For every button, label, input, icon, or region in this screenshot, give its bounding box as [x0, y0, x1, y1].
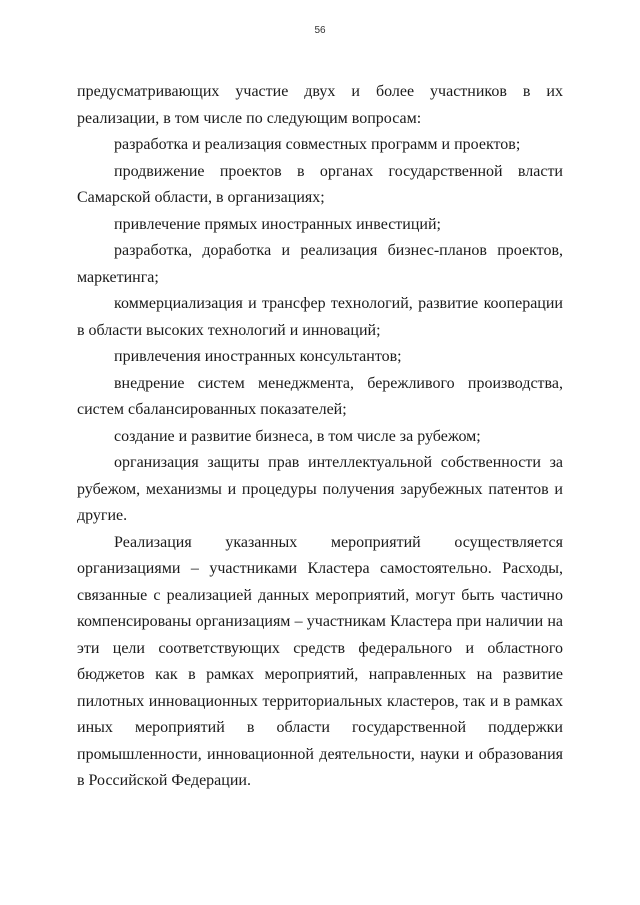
- page-number: 56: [314, 25, 326, 36]
- paragraph-intro: предусматривающих участие двух и более участников в их реализации, в том числе по следующим вопросам:: [77, 83, 563, 127]
- document-body: [77, 79, 563, 795]
- list-item: разработка и реализация совместных программ и проектов;: [114, 136, 521, 153]
- list-item: продвижение проектов в органах государственной власти Самарской области, в организациях;: [77, 162, 563, 206]
- list-item: привлечения иностранных консультантов;: [114, 348, 402, 365]
- list-item: внедрение систем менеджмента, бережливого производства, систем сбалансированных показателей;: [77, 374, 563, 418]
- list-item: организация защиты прав интеллектуальной собственности за рубежом, механизмы и процедуры получения зарубежных патентов и другие.: [77, 454, 563, 524]
- paragraph-implementation: Реализация указанных мероприятий осуществляется организациями – участниками Кластера самостоятельно. Расходы, связанные с реализацией данных мероприятий, могут быть частично компенсированы организациям – участникам Кластера при наличии на эти цели соответствующих средств федерального и областного бюджетов как в рамках мероприятий, направленных на развитие пилотных инновационных территориальных кластеров, так и в рамках иных мероприятий в области государственной поддержки промышленности, инновационной деятельности, науки и образования в Российской Федерации.: [77, 533, 563, 789]
- list-item: разработка, доработка и реализация бизнес-планов проектов, маркетинга;: [77, 242, 563, 286]
- list-item: создание и развитие бизнеса, в том числе за рубежом;: [114, 427, 481, 445]
- list-item: привлечение прямых иностранных инвестиций;: [114, 215, 441, 233]
- list-item: коммерциализация и трансфер технологий, развитие кооперации в области высоких технологий и инноваций;: [77, 295, 563, 339]
